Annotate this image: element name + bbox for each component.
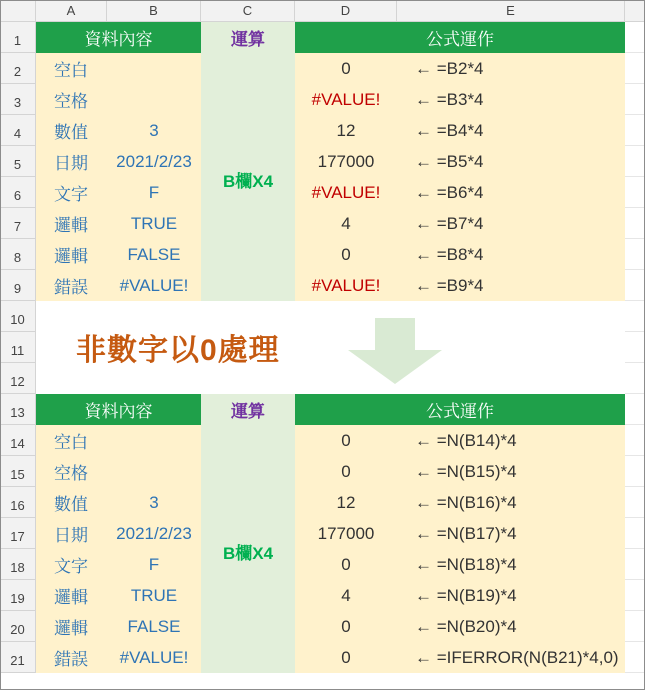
grid-cell (625, 177, 645, 208)
row-header-20[interactable]: 20 (0, 611, 36, 642)
table1-cell-formula[interactable]: ← =B8*4 (397, 239, 625, 270)
column-header-empty (625, 0, 645, 22)
table1-cell-type[interactable]: 日期 (36, 146, 107, 177)
row-header-17[interactable]: 17 (0, 518, 36, 549)
row-header-5[interactable]: 5 (0, 146, 36, 177)
grid-cell (625, 394, 645, 425)
row-header-6[interactable]: 6 (0, 177, 36, 208)
table2-cell-operation[interactable] (201, 580, 295, 611)
row-header-2[interactable]: 2 (0, 53, 36, 84)
table1-cell-type[interactable]: 邏輯 (36, 239, 107, 270)
table1-cell-type[interactable]: 錯誤 (36, 270, 107, 301)
table1-cell-formula[interactable]: ← =B4*4 (397, 115, 625, 146)
table2-cell-operation[interactable] (201, 456, 295, 487)
table2-cell-content[interactable] (107, 456, 201, 487)
table2-cell-content[interactable] (107, 425, 201, 456)
table2-cell-result[interactable]: 0 (295, 425, 397, 456)
table2-cell-result[interactable]: 4 (295, 580, 397, 611)
table2-cell-content[interactable]: FALSE (107, 611, 201, 642)
row-header-1[interactable]: 1 (0, 22, 36, 53)
table1-cell-result[interactable]: 12 (295, 115, 397, 146)
grid-cell (625, 22, 645, 53)
table2-cell-content[interactable]: F (107, 549, 201, 580)
grid-cell (625, 518, 645, 549)
select-all-corner[interactable] (0, 0, 36, 22)
table2-cell-content[interactable]: TRUE (107, 580, 201, 611)
row-header-18[interactable]: 18 (0, 549, 36, 580)
grid-cell (625, 611, 645, 642)
table1-operation-value: B欄X4 (222, 172, 274, 191)
column-header-A[interactable]: A (36, 0, 107, 22)
row-header-10[interactable]: 10 (0, 301, 36, 332)
table2-cell-formula[interactable]: ← =N(B15)*4 (397, 456, 625, 487)
grid-cell (625, 456, 645, 487)
table2-cell-formula[interactable]: ← =N(B16)*4 (397, 487, 625, 518)
row-header-21[interactable]: 21 (0, 642, 36, 673)
row-header-8[interactable]: 8 (0, 239, 36, 270)
table2-cell-result[interactable]: 0 (295, 611, 397, 642)
table1-cell-formula[interactable]: ← =B5*4 (397, 146, 625, 177)
grid-cell (625, 487, 645, 518)
row-header-19[interactable]: 19 (0, 580, 36, 611)
table2-cell-content[interactable]: 2021/2/23 (107, 518, 201, 549)
table1-cell-operation[interactable] (201, 208, 295, 239)
table2-cell-operation[interactable] (201, 487, 295, 518)
row-header-15[interactable]: 15 (0, 456, 36, 487)
table1-cell-operation[interactable] (201, 239, 295, 270)
grid-cell (625, 642, 645, 673)
column-header-C[interactable]: C (201, 0, 295, 22)
table1-cell-result[interactable]: 4 (295, 208, 397, 239)
table2-cell-content[interactable]: #VALUE! (107, 642, 201, 673)
grid-cell (625, 115, 645, 146)
row-header-4[interactable]: 4 (0, 115, 36, 146)
table2-cell-operation[interactable] (201, 642, 295, 673)
table1-cell-result[interactable]: #VALUE! (295, 270, 397, 301)
table1-cell-type[interactable]: 空白 (36, 53, 107, 84)
table2-cell-formula[interactable]: ← =N(B14)*4 (397, 425, 625, 456)
grid-cell (625, 363, 645, 394)
column-header-D[interactable]: D (295, 0, 397, 22)
table2-cell-result[interactable]: 0 (295, 456, 397, 487)
table2-cell-result[interactable]: 0 (295, 642, 397, 673)
grid-cell (625, 239, 645, 270)
table1-cell-operation[interactable] (201, 270, 295, 301)
section-title: 非數字以0處理 (76, 334, 280, 367)
table1-cell-content[interactable] (107, 53, 201, 84)
row-header-11[interactable]: 11 (0, 332, 36, 363)
table1-cell-content[interactable]: TRUE (107, 208, 201, 239)
table2-cell-content[interactable]: 3 (107, 487, 201, 518)
grid-cell (625, 425, 645, 456)
table1-cell-type[interactable]: 數值 (36, 115, 107, 146)
table1-cell-type[interactable]: 空格 (36, 84, 107, 115)
table2-cell-result[interactable]: 177000 (295, 518, 397, 549)
table1-cell-operation[interactable] (201, 115, 295, 146)
table2-cell-result[interactable]: 12 (295, 487, 397, 518)
table2-cell-type[interactable]: 數值 (36, 487, 107, 518)
table1-cell-type[interactable]: 文字 (36, 177, 107, 208)
table2-cell-operation[interactable] (201, 425, 295, 456)
grid-cell (625, 332, 645, 363)
table1-cell-content[interactable] (107, 84, 201, 115)
table2-cell-result[interactable]: 0 (295, 549, 397, 580)
table1-cell-type[interactable]: 邏輯 (36, 208, 107, 239)
table2-cell-formula[interactable]: ← =IFERROR(N(B21)*4,0) (397, 642, 625, 673)
table2-operation-value: B欄X4 (222, 544, 274, 563)
table1-header-content: 資料內容 (36, 22, 201, 53)
row-header-13[interactable]: 13 (0, 394, 36, 425)
grid-cell (625, 580, 645, 611)
table2-cell-formula[interactable]: ← =N(B18)*4 (397, 549, 625, 580)
table1-cell-content[interactable]: F (107, 177, 201, 208)
table2-cell-formula[interactable]: ← =N(B19)*4 (397, 580, 625, 611)
table2-cell-type[interactable]: 空格 (36, 456, 107, 487)
grid-cell (625, 549, 645, 580)
table1-cell-result[interactable]: 0 (295, 239, 397, 270)
table2-cell-operation[interactable] (201, 611, 295, 642)
table1-cell-content[interactable]: #VALUE! (107, 270, 201, 301)
table1-cell-result[interactable]: 177000 (295, 146, 397, 177)
table1-cell-result[interactable]: 0 (295, 53, 397, 84)
column-header-E[interactable]: E (397, 0, 625, 22)
grid-cell (625, 53, 645, 84)
table2-header-content: 資料內容 (36, 394, 201, 425)
table2-cell-type[interactable]: 錯誤 (36, 642, 107, 673)
table1-cell-content[interactable]: 2021/2/23 (107, 146, 201, 177)
grid-cell (625, 84, 645, 115)
table2-cell-type[interactable]: 日期 (36, 518, 107, 549)
table2-header-formula: 公式運作 (295, 394, 625, 425)
table2-cell-type[interactable]: 邏輯 (36, 580, 107, 611)
table1-cell-formula[interactable]: ← =B7*4 (397, 208, 625, 239)
row-header-7[interactable]: 7 (0, 208, 36, 239)
table2-cell-type[interactable]: 空白 (36, 425, 107, 456)
table1-cell-operation[interactable] (201, 84, 295, 115)
down-arrow-icon (348, 318, 442, 386)
row-header-14[interactable]: 14 (0, 425, 36, 456)
table1-cell-result[interactable]: #VALUE! (295, 84, 397, 115)
table2-cell-formula[interactable]: ← =N(B17)*4 (397, 518, 625, 549)
table1-cell-operation[interactable] (201, 53, 295, 84)
row-header-9[interactable]: 9 (0, 270, 36, 301)
grid-cell (625, 146, 645, 177)
table1-cell-formula[interactable]: ← =B2*4 (397, 53, 625, 84)
table1-cell-result[interactable]: #VALUE! (295, 177, 397, 208)
row-header-12[interactable]: 12 (0, 363, 36, 394)
table2-header-operation: 運算 (201, 394, 295, 425)
table1-header-operation: 運算 (201, 22, 295, 53)
table1-header-formula: 公式運作 (295, 22, 625, 53)
table1-cell-content[interactable]: FALSE (107, 239, 201, 270)
table1-cell-formula[interactable]: ← =B9*4 (397, 270, 625, 301)
grid-cell (625, 301, 645, 332)
table1-cell-formula[interactable]: ← =B6*4 (397, 177, 625, 208)
grid-cell (625, 208, 645, 239)
row-header-16[interactable]: 16 (0, 487, 36, 518)
table1-cell-formula[interactable]: ← =B3*4 (397, 84, 625, 115)
table1-cell-content[interactable]: 3 (107, 115, 201, 146)
column-header-B[interactable]: B (107, 0, 201, 22)
grid-cell (625, 270, 645, 301)
table2-cell-formula[interactable]: ← =N(B20)*4 (397, 611, 625, 642)
table2-cell-type[interactable]: 文字 (36, 549, 107, 580)
table2-cell-type[interactable]: 邏輯 (36, 611, 107, 642)
row-header-3[interactable]: 3 (0, 84, 36, 115)
